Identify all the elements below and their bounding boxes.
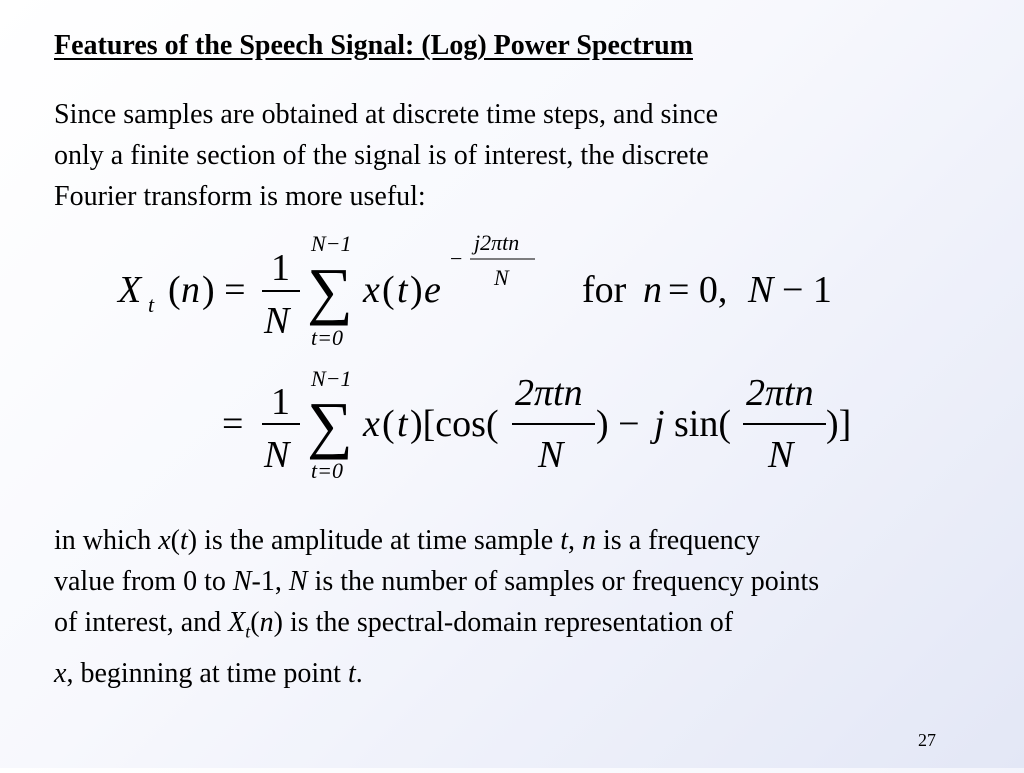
eq2-sigma: ∑ [307, 389, 353, 460]
eq2-equals: = [222, 403, 244, 445]
outro-line-3: of interest, and $X_t(n)$ is the spectral-domain representation of [54, 607, 734, 642]
eq2-frac1-num: 2πtn [515, 372, 583, 414]
eq1-x-close: ) [410, 269, 423, 311]
eq1-close-eq: ) = [202, 269, 246, 311]
eq1-cond-N: N [748, 269, 774, 311]
eq1-e: e [424, 269, 441, 311]
eq1-x-open: ( [382, 269, 395, 311]
eq2-cos: )[cos( [410, 403, 499, 445]
eq1-cond-end: − 1 [782, 269, 832, 311]
eq2-frac-N: N [264, 434, 290, 476]
eq2-frac-one: 1 [271, 381, 290, 423]
intro-line-2: only a finite section of the signal is of interest, the discrete [54, 140, 709, 171]
eq1-cond-n: n [643, 269, 662, 311]
eq1-cond-rest: = 0, [668, 269, 728, 311]
eq1-open-paren: ( [168, 269, 181, 311]
eq2-j: j [654, 403, 665, 445]
eq1-frac-one: 1 [271, 247, 290, 289]
eq1-sigma: ∑ [307, 255, 353, 326]
eq2-x: x [363, 403, 380, 445]
eq2-sin: sin( [674, 403, 731, 445]
outro-line-1: in which x(t) is the amplitude at time sample t, n is a frequency [54, 525, 761, 556]
eq1-exp-minus: − [450, 246, 463, 271]
eq2-x-open: ( [382, 403, 395, 445]
eq1-exp-den: N [494, 265, 509, 290]
slide-title: Features of the Speech Signal: (Log) Power Spectrum [54, 30, 693, 61]
intro-line-3: Fourier transform is more useful: [54, 181, 426, 212]
eq1-x: x [363, 269, 380, 311]
eq1-X: X [118, 269, 142, 311]
eq2-frac2-num: 2πtn [746, 372, 814, 414]
eq1-for: for [582, 269, 627, 311]
eq1-exp-num: j2πtn [474, 230, 520, 255]
eq1-sub-t: t [148, 292, 155, 317]
outro-line-2: value from 0 to N-1, N is the number of samples or frequency points [54, 566, 820, 597]
eq1-sum-lower: t=0 [311, 325, 343, 350]
page-number: 27 [918, 730, 936, 750]
eq1-x-t: t [397, 269, 408, 311]
outro-paragraph [54, 520, 819, 694]
eq2-minus: ) − [596, 403, 640, 445]
eq2-frac2-den: N [768, 434, 794, 476]
eq2-sum-lower: t=0 [311, 458, 343, 483]
eq2-sum-upper: N−1 [311, 366, 352, 391]
intro-line-1: Since samples are obtained at discrete time steps, and since [54, 99, 719, 130]
eq1-n: n [181, 269, 200, 311]
eq1-sum-upper: N−1 [311, 231, 352, 256]
eq2-frac1-den: N [538, 434, 564, 476]
eq2-x-t: t [397, 403, 408, 445]
outro-line-4: x, beginning at time point t. [54, 657, 363, 689]
eq2-end: )] [826, 403, 852, 445]
eq1-frac-N: N [264, 300, 290, 342]
